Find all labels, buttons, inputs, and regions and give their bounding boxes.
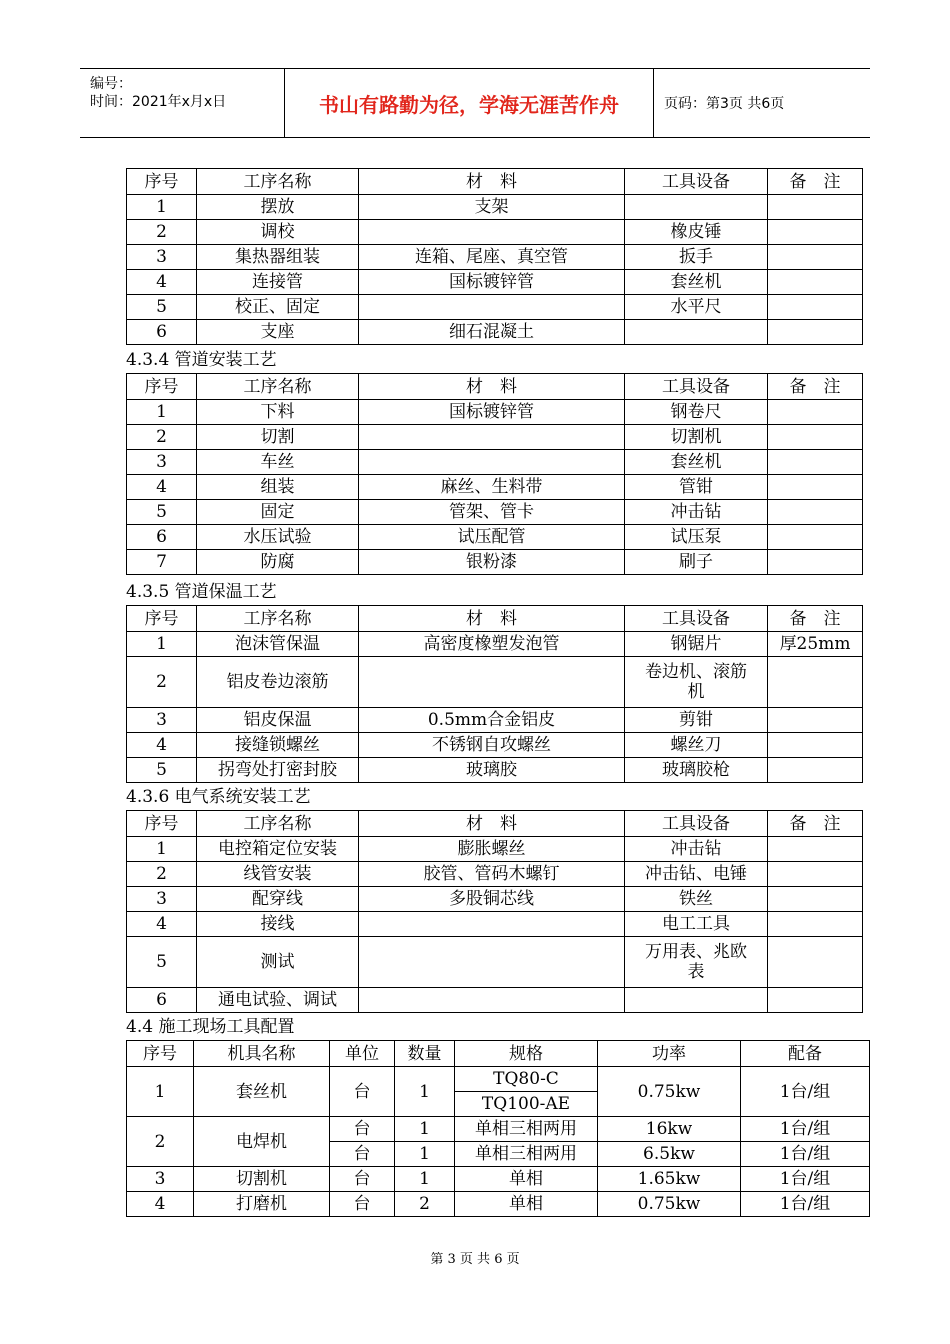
cell-material xyxy=(359,425,625,450)
cell-process: 摆放 xyxy=(197,195,359,220)
table-row xyxy=(127,988,863,1013)
cell-process: 固定 xyxy=(197,500,359,525)
table-row xyxy=(127,295,863,320)
header-cell: 机具名称 xyxy=(194,1041,330,1067)
cell-process: 下料 xyxy=(197,400,359,425)
header-cell: 工具设备 xyxy=(625,606,768,632)
cell-qty: 1 xyxy=(395,1117,455,1142)
cell-note xyxy=(768,862,863,887)
cell-note xyxy=(768,245,863,270)
cell-no: 4 xyxy=(127,270,197,295)
cell-note xyxy=(768,320,863,345)
cell-process: 拐弯处打密封胶 xyxy=(197,758,359,783)
cell-material: 0.5mm合金铝皮 xyxy=(359,708,625,733)
cell-spec: 单相 xyxy=(455,1192,598,1217)
table-header-row xyxy=(127,811,863,837)
cell-tool: 橡皮锤 xyxy=(625,220,768,245)
cell-no: 2 xyxy=(127,862,197,887)
table-row xyxy=(127,450,863,475)
cell-material xyxy=(359,657,625,708)
cell-no: 3 xyxy=(127,1167,194,1192)
cell-no: 3 xyxy=(127,887,197,912)
header-cell: 工具设备 xyxy=(625,169,768,195)
header-cell: 备 注 xyxy=(768,374,863,400)
cell-no: 1 xyxy=(127,837,197,862)
cell-material: 胶管、管码木螺钉 xyxy=(359,862,625,887)
cell-unit: 台 xyxy=(330,1117,395,1142)
process-table-assembly xyxy=(126,168,863,345)
table-row xyxy=(127,887,863,912)
table-row xyxy=(127,632,863,657)
cell-note xyxy=(768,912,863,937)
cell-tool xyxy=(625,320,768,345)
cell-no: 4 xyxy=(127,1192,194,1217)
cell-tool: 玻璃胶枪 xyxy=(625,758,768,783)
header-cell: 序号 xyxy=(127,374,197,400)
cell-tool: 冲击钻 xyxy=(625,500,768,525)
cell-name: 套丝机 xyxy=(194,1067,330,1117)
header-cell: 材 料 xyxy=(359,374,625,400)
table-row xyxy=(127,195,863,220)
cell-unit: 台 xyxy=(330,1142,395,1167)
table-header-row xyxy=(127,1041,870,1067)
header-cell: 材 料 xyxy=(359,606,625,632)
tool-config-table xyxy=(126,1040,870,1217)
doc-time-label: 时间：2021年x月x日 xyxy=(90,94,227,110)
cell-no: 6 xyxy=(127,988,197,1013)
header-cell: 工具设备 xyxy=(625,374,768,400)
cell-tool: 铁丝 xyxy=(625,887,768,912)
table-row xyxy=(127,270,863,295)
cell-spec: TQ100-AE xyxy=(455,1092,598,1117)
cell-process: 配穿线 xyxy=(197,887,359,912)
cell-note xyxy=(768,450,863,475)
cell-process: 防腐 xyxy=(197,550,359,575)
header-cell: 工序名称 xyxy=(197,606,359,632)
cell-no: 1 xyxy=(127,195,197,220)
cell-note xyxy=(768,988,863,1013)
cell-process: 接缝锁螺丝 xyxy=(197,733,359,758)
cell-process: 连接管 xyxy=(197,270,359,295)
cell-note xyxy=(768,708,863,733)
header-cell: 备 注 xyxy=(768,169,863,195)
cell-spec: TQ80-C xyxy=(455,1067,598,1092)
cell-no: 4 xyxy=(127,733,197,758)
cell-material: 试压配管 xyxy=(359,525,625,550)
table-row xyxy=(127,657,863,708)
cell-no: 1 xyxy=(127,632,197,657)
cell-process: 电控箱定位安装 xyxy=(197,837,359,862)
cell-note xyxy=(768,550,863,575)
cell-power: 0.75kw xyxy=(598,1067,741,1117)
cell-tool: 卷边机、滚筋机 xyxy=(625,657,768,708)
cell-tool: 扳手 xyxy=(625,245,768,270)
cell-process: 通电试验、调试 xyxy=(197,988,359,1013)
cell-process: 线管安装 xyxy=(197,862,359,887)
cell-material: 玻璃胶 xyxy=(359,758,625,783)
cell-power: 16kw xyxy=(598,1117,741,1142)
cell-no: 2 xyxy=(127,1117,194,1167)
cell-no: 4 xyxy=(127,912,197,937)
cell-unit: 台 xyxy=(330,1067,395,1117)
cell-material: 麻丝、生料带 xyxy=(359,475,625,500)
cell-note xyxy=(768,525,863,550)
cell-tool: 水平尺 xyxy=(625,295,768,320)
cell-tool: 试压泵 xyxy=(625,525,768,550)
header-cell: 备 注 xyxy=(768,606,863,632)
cell-no: 2 xyxy=(127,425,197,450)
cell-note xyxy=(768,270,863,295)
cell-tool: 切割机 xyxy=(625,425,768,450)
cell-material: 银粉漆 xyxy=(359,550,625,575)
table-row xyxy=(127,937,863,988)
cell-no: 6 xyxy=(127,525,197,550)
cell-no: 4 xyxy=(127,475,197,500)
cell-material: 连箱、尾座、真空管 xyxy=(359,245,625,270)
cell-material xyxy=(359,295,625,320)
table-row xyxy=(127,733,863,758)
cell-tool: 钢卷尺 xyxy=(625,400,768,425)
cell-tool: 电工工具 xyxy=(625,912,768,937)
cell-material xyxy=(359,937,625,988)
cell-material: 国标镀锌管 xyxy=(359,270,625,295)
header-info xyxy=(80,69,285,137)
cell-name: 电焊机 xyxy=(194,1117,330,1167)
cell-no: 5 xyxy=(127,500,197,525)
table-row xyxy=(127,862,863,887)
table-row xyxy=(127,912,863,937)
header-cell: 功率 xyxy=(598,1041,741,1067)
cell-note xyxy=(768,195,863,220)
header-cell: 工序名称 xyxy=(197,169,359,195)
section-title-pipe-insulation: 4.3.5 管道保温工艺 xyxy=(126,582,277,602)
cell-no: 1 xyxy=(127,1067,194,1117)
cell-process: 铝皮保温 xyxy=(197,708,359,733)
cell-no: 5 xyxy=(127,295,197,320)
cell-process: 测试 xyxy=(197,937,359,988)
cell-name: 打磨机 xyxy=(194,1192,330,1217)
cell-spec: 单相三相两用 xyxy=(455,1142,598,1167)
cell-material xyxy=(359,988,625,1013)
cell-tool: 万用表、兆欧表 xyxy=(625,937,768,988)
process-table-pipe-insulation xyxy=(126,605,863,783)
cell-spec: 单相三相两用 xyxy=(455,1117,598,1142)
cell-material xyxy=(359,450,625,475)
header-cell: 序号 xyxy=(127,811,197,837)
cell-no: 5 xyxy=(127,758,197,783)
cell-note xyxy=(768,887,863,912)
header-cell: 材 料 xyxy=(359,811,625,837)
cell-material: 支架 xyxy=(359,195,625,220)
cell-tool xyxy=(625,195,768,220)
table-row xyxy=(127,708,863,733)
cell-equip: 1台/组 xyxy=(741,1067,870,1117)
cell-tool: 剪钳 xyxy=(625,708,768,733)
cell-spec: 单相 xyxy=(455,1167,598,1192)
cell-material: 不锈钢自攻螺丝 xyxy=(359,733,625,758)
table-row xyxy=(127,500,863,525)
cell-material: 高密度橡塑发泡管 xyxy=(359,632,625,657)
cell-no: 3 xyxy=(127,245,197,270)
header-cell: 单位 xyxy=(330,1041,395,1067)
cell-no: 2 xyxy=(127,657,197,708)
cell-process: 组装 xyxy=(197,475,359,500)
cell-no: 6 xyxy=(127,320,197,345)
header-cell: 工序名称 xyxy=(197,811,359,837)
cell-material: 多股铜芯线 xyxy=(359,887,625,912)
cell-no: 5 xyxy=(127,937,197,988)
cell-process: 接线 xyxy=(197,912,359,937)
cell-power: 0.75kw xyxy=(598,1192,741,1217)
cell-tool: 刷子 xyxy=(625,550,768,575)
cell-material xyxy=(359,912,625,937)
cell-equip: 1台/组 xyxy=(741,1167,870,1192)
cell-process: 铝皮卷边滚筋 xyxy=(197,657,359,708)
cell-no: 3 xyxy=(127,708,197,733)
doc-number-label: 编号： xyxy=(90,76,132,92)
cell-process: 调校 xyxy=(197,220,359,245)
cell-process: 泡沫管保温 xyxy=(197,632,359,657)
cell-note xyxy=(768,937,863,988)
cell-note xyxy=(768,475,863,500)
cell-power: 6.5kw xyxy=(598,1142,741,1167)
header-page-code: 页码：第3页 共6页 xyxy=(664,96,785,112)
cell-equip: 1台/组 xyxy=(741,1142,870,1167)
header-cell: 序号 xyxy=(127,1041,194,1067)
table-row xyxy=(127,1192,870,1217)
process-table-electrical xyxy=(126,810,863,1013)
cell-tool: 管钳 xyxy=(625,475,768,500)
header-cell: 序号 xyxy=(127,606,197,632)
cell-note: 厚25mm xyxy=(768,632,863,657)
header-motto: 书山有路勤为径，学海无涯苦作舟 xyxy=(285,69,654,137)
section-title-site-tools: 4.4 施工现场工具配置 xyxy=(126,1017,295,1037)
cell-no: 1 xyxy=(127,400,197,425)
cell-note xyxy=(768,657,863,708)
table-row xyxy=(127,550,863,575)
header-cell: 数量 xyxy=(395,1041,455,1067)
cell-material: 国标镀锌管 xyxy=(359,400,625,425)
cell-tool: 套丝机 xyxy=(625,270,768,295)
cell-equip: 1台/组 xyxy=(741,1192,870,1217)
table-header-row xyxy=(127,606,863,632)
table-row xyxy=(127,758,863,783)
cell-process: 车丝 xyxy=(197,450,359,475)
table-row xyxy=(127,837,863,862)
cell-equip: 1台/组 xyxy=(741,1117,870,1142)
header-cell: 工序名称 xyxy=(197,374,359,400)
cell-material: 细石混凝土 xyxy=(359,320,625,345)
cell-note xyxy=(768,295,863,320)
header-cell: 材 料 xyxy=(359,169,625,195)
cell-note xyxy=(768,220,863,245)
page-header xyxy=(80,68,870,138)
table-header-row xyxy=(127,374,863,400)
cell-tool: 冲击钻 xyxy=(625,837,768,862)
cell-process: 支座 xyxy=(197,320,359,345)
process-table-pipe-install xyxy=(126,373,863,575)
cell-process: 集热器组装 xyxy=(197,245,359,270)
table-row xyxy=(127,245,863,270)
cell-note xyxy=(768,733,863,758)
cell-no: 2 xyxy=(127,220,197,245)
header-cell: 工具设备 xyxy=(625,811,768,837)
table-row xyxy=(127,400,863,425)
table-row xyxy=(127,220,863,245)
cell-note xyxy=(768,837,863,862)
cell-no: 7 xyxy=(127,550,197,575)
cell-material xyxy=(359,220,625,245)
cell-note xyxy=(768,425,863,450)
cell-power: 1.65kw xyxy=(598,1167,741,1192)
table-row xyxy=(127,475,863,500)
cell-tool xyxy=(625,988,768,1013)
cell-tool: 套丝机 xyxy=(625,450,768,475)
cell-process: 切割 xyxy=(197,425,359,450)
header-cell: 规格 xyxy=(455,1041,598,1067)
table-row xyxy=(127,1117,870,1142)
header-cell: 配备 xyxy=(741,1041,870,1067)
section-title-pipe-install: 4.3.4 管道安装工艺 xyxy=(126,350,277,370)
cell-tool: 钢锯片 xyxy=(625,632,768,657)
cell-unit: 台 xyxy=(330,1192,395,1217)
table-row xyxy=(127,1067,870,1092)
cell-qty: 1 xyxy=(395,1067,455,1117)
table-row xyxy=(127,525,863,550)
table-header-row xyxy=(127,169,863,195)
header-cell: 序号 xyxy=(127,169,197,195)
cell-no: 3 xyxy=(127,450,197,475)
cell-unit: 台 xyxy=(330,1167,395,1192)
table-row xyxy=(127,1167,870,1192)
header-cell: 备 注 xyxy=(768,811,863,837)
cell-note xyxy=(768,500,863,525)
table-row xyxy=(127,320,863,345)
cell-material: 管架、管卡 xyxy=(359,500,625,525)
cell-process: 水压试验 xyxy=(197,525,359,550)
cell-qty: 1 xyxy=(395,1142,455,1167)
cell-process: 校正、固定 xyxy=(197,295,359,320)
page-footer: 第 3 页 共 6 页 xyxy=(430,1252,520,1267)
cell-qty: 2 xyxy=(395,1192,455,1217)
cell-tool: 螺丝刀 xyxy=(625,733,768,758)
section-title-electrical: 4.3.6 电气系统安装工艺 xyxy=(126,787,311,807)
cell-note xyxy=(768,758,863,783)
cell-material: 膨胀螺丝 xyxy=(359,837,625,862)
cell-note xyxy=(768,400,863,425)
cell-qty: 1 xyxy=(395,1167,455,1192)
cell-name: 切割机 xyxy=(194,1167,330,1192)
cell-tool: 冲击钻、电锤 xyxy=(625,862,768,887)
table-row xyxy=(127,425,863,450)
